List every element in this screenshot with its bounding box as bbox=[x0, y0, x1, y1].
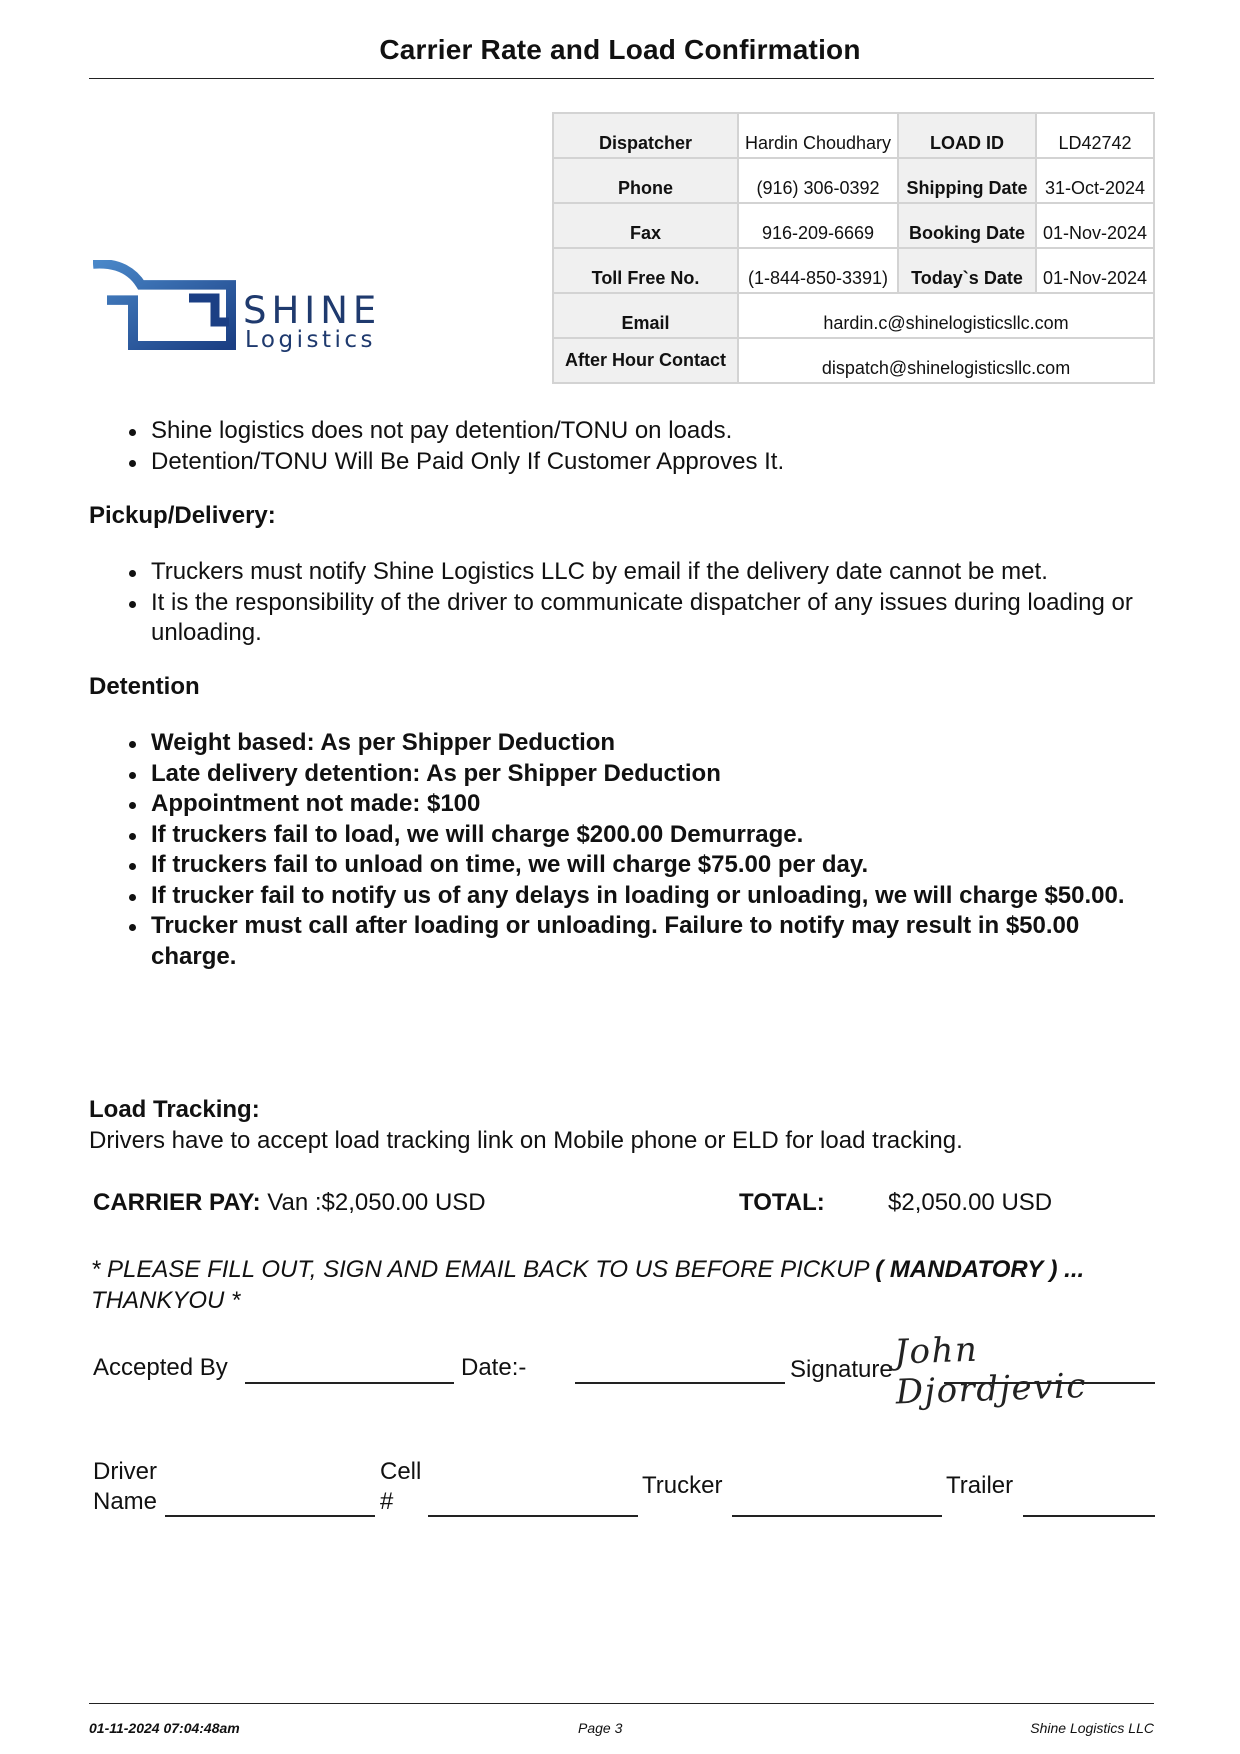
notice-close: ) ... bbox=[1042, 1256, 1085, 1283]
table-row bbox=[553, 293, 1154, 338]
trailer-field[interactable] bbox=[1023, 1515, 1155, 1517]
table-row bbox=[553, 113, 1154, 158]
mandatory-notice bbox=[91, 1256, 1171, 1284]
table-row bbox=[553, 338, 1154, 383]
list-item: Appointment not made: $100 bbox=[89, 789, 1159, 820]
list-item: If trucker fail to notify us of any delays in loading or unloading, we will charge $50.00. bbox=[89, 881, 1159, 912]
list-item: Shine logistics does not pay detention/TONU on loads. bbox=[89, 416, 1159, 447]
fax-label: Fax bbox=[553, 203, 738, 248]
date-label: Date:- bbox=[461, 1354, 527, 1381]
handwritten-signature: John Djordjevic bbox=[893, 1329, 1088, 1413]
detention-bullet-list bbox=[89, 728, 1159, 972]
toll-free-value: (1-844-850-3391) bbox=[738, 248, 898, 293]
carrier-pay bbox=[93, 1189, 486, 1217]
table-row bbox=[553, 248, 1154, 293]
after-hour-label: After Hour Contact bbox=[553, 338, 738, 383]
dispatcher-label: Dispatcher bbox=[553, 113, 738, 158]
table-row bbox=[553, 203, 1154, 248]
total-label: TOTAL: bbox=[739, 1189, 825, 1216]
title-rule bbox=[89, 78, 1154, 79]
booking-date-label: Booking Date bbox=[898, 203, 1036, 248]
accepted-by-label: Accepted By bbox=[93, 1354, 228, 1381]
dispatcher-value: Hardin Choudhary bbox=[738, 113, 898, 158]
trucker-label: Trucker bbox=[642, 1472, 723, 1499]
email-value[interactable]: hardin.c@shinelogisticsllc.com bbox=[738, 293, 1154, 338]
cell-label bbox=[380, 1457, 421, 1517]
carrier-pay-value: Van :$2,050.00 USD bbox=[267, 1189, 486, 1216]
footer-company: Shine Logistics LLC bbox=[1030, 1720, 1154, 1736]
total-value: $2,050.00 USD bbox=[888, 1189, 1053, 1216]
notice-thankyou: THANKYOU * bbox=[91, 1287, 241, 1314]
driver-name-label bbox=[93, 1457, 157, 1517]
list-item: If truckers fail to load, we will charge $200.00 Demurrage. bbox=[89, 820, 1159, 851]
booking-date-value: 01-Nov-2024 bbox=[1036, 203, 1154, 248]
list-item: It is the responsibility of the driver to communicate dispatcher of any issues during loading or unloading. bbox=[89, 588, 1164, 649]
driver-name-field[interactable] bbox=[165, 1515, 375, 1517]
signature-field[interactable] bbox=[944, 1382, 1155, 1384]
footer-page: Page 3 bbox=[578, 1720, 623, 1736]
notice-text: * PLEASE FILL OUT, SIGN AND EMAIL BACK TO US BEFORE PICKUP bbox=[91, 1256, 869, 1283]
intro-bullet-list bbox=[89, 416, 1159, 477]
fax-value: 916-209-6669 bbox=[738, 203, 898, 248]
carrier-pay-label: CARRIER PAY: bbox=[93, 1189, 261, 1216]
pickup-bullet-list bbox=[89, 557, 1164, 649]
email-label: Email bbox=[553, 293, 738, 338]
table-row bbox=[553, 158, 1154, 203]
date-field[interactable] bbox=[575, 1382, 785, 1384]
footer-timestamp: 01-11-2024 07:04:48am bbox=[89, 1720, 240, 1736]
list-item: Weight based: As per Shipper Deduction bbox=[89, 728, 1159, 759]
list-item: Truckers must notify Shine Logistics LLC by email if the delivery date cannot be met. bbox=[89, 557, 1164, 588]
pickup-heading: Pickup/Delivery: bbox=[89, 502, 276, 529]
page-title: Carrier Rate and Load Confirmation bbox=[379, 34, 861, 65]
phone-label: Phone bbox=[553, 158, 738, 203]
dispatch-info-table bbox=[552, 112, 1155, 384]
list-item: Detention/TONU Will Be Paid Only If Customer Approves It. bbox=[89, 447, 1159, 478]
shipping-date-value: 31-Oct-2024 bbox=[1036, 158, 1154, 203]
cell-field[interactable] bbox=[428, 1515, 638, 1517]
logo-word-logistics: Logistics bbox=[245, 327, 376, 353]
load-id-label: LOAD ID bbox=[898, 113, 1036, 158]
shipping-date-label: Shipping Date bbox=[898, 158, 1036, 203]
tracking-heading: Load Tracking: bbox=[89, 1096, 260, 1123]
toll-free-label: Toll Free No. bbox=[553, 248, 738, 293]
notice-mandatory: MANDATORY bbox=[889, 1256, 1043, 1283]
signature-label: Signature bbox=[790, 1356, 893, 1383]
tracking-text: Drivers have to accept load tracking link on Mobile phone or ELD for load tracking. bbox=[89, 1127, 963, 1154]
trucker-field[interactable] bbox=[732, 1515, 942, 1517]
driver-label-line1: Driver bbox=[93, 1458, 157, 1485]
todays-date-value: 01-Nov-2024 bbox=[1036, 248, 1154, 293]
driver-label-line2: Name bbox=[93, 1488, 158, 1515]
footer-rule bbox=[89, 1703, 1154, 1704]
todays-date-label: Today`s Date bbox=[898, 248, 1036, 293]
list-item: Late delivery detention: As per Shipper Deduction bbox=[89, 759, 1159, 790]
cell-label-line2: # bbox=[380, 1488, 394, 1515]
after-hour-value[interactable]: dispatch@shinelogisticsllc.com bbox=[738, 338, 1154, 383]
cell-label-line1: Cell bbox=[380, 1458, 422, 1485]
detention-heading: Detention bbox=[89, 673, 200, 700]
list-item: Trucker must call after loading or unloading. Failure to notify may result in $50.00 charge. bbox=[89, 911, 1159, 972]
phone-value: (916) 306-0392 bbox=[738, 158, 898, 203]
load-id-value: LD42742 bbox=[1036, 113, 1154, 158]
logo-word-shine: SHINE bbox=[243, 289, 382, 332]
list-item: If truckers fail to unload on time, we will charge $75.00 per day. bbox=[89, 850, 1159, 881]
trailer-label: Trailer bbox=[946, 1472, 1014, 1499]
notice-open: ( bbox=[875, 1256, 890, 1283]
accepted-by-field[interactable] bbox=[245, 1382, 454, 1384]
